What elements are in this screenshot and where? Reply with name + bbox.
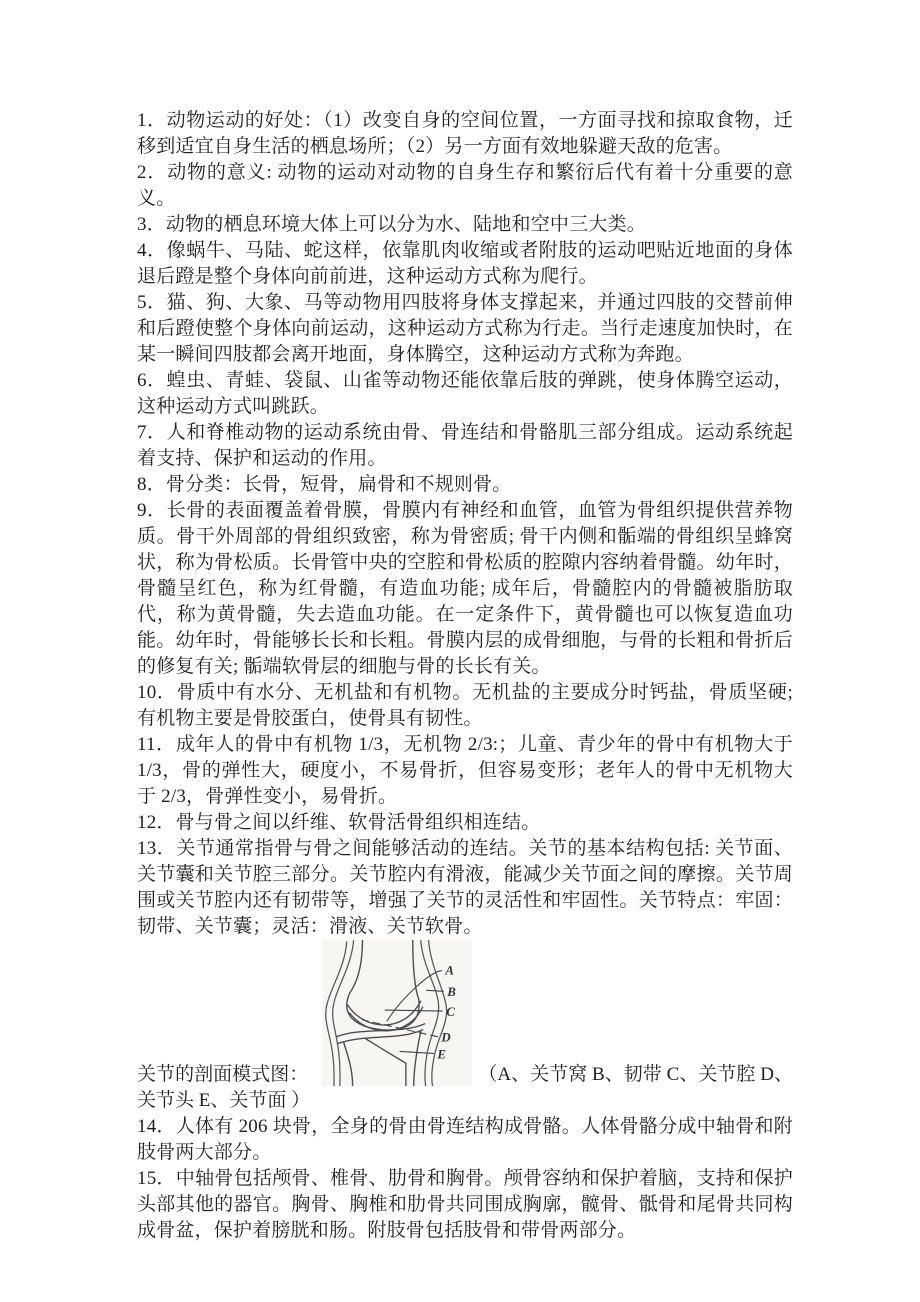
diagram-label-e: E <box>437 1047 447 1062</box>
leader-b <box>427 990 444 991</box>
note-item-2: 2．动物的意义: 动物的运动对动物的自身生存和繁衍后代有着十分重要的意义。 <box>137 162 793 209</box>
note-item-6: 6．蝗虫、青蛙、袋鼠、山雀等动物还能依靠后肢的弹跳，使身体腾空运动，这种运动方式叫跳跃。 <box>137 370 793 417</box>
note-item-8: 8．骨分类：长骨，短骨，扁骨和不规则骨。 <box>137 474 512 495</box>
diagram-label-a: A <box>445 963 455 978</box>
lower-bone-left-edge <box>344 1043 353 1086</box>
note-item-11: 11．成年人的骨中有机物 1/3，无机物 2/3:；儿童、青少年的骨中有机物大于 1/3，骨的弹性大，硬度小，不易骨折，但容易变形；老年人的骨中无机物大于 2/3，骨弹性变小，易骨折。 <box>137 734 793 807</box>
note-item-10: 10．骨质中有水分、无机盐和有机物。无机盐的主要成分时钙盐，骨质坚硬; 有机物主要是骨胶蛋白，使骨具有韧性。 <box>137 682 793 729</box>
lower-bone-right-edge <box>414 1032 421 1086</box>
note-item-4: 4．像蜗牛、马陆、蛇这样，依靠肌肉收缩或者附肢的运动吧贴近地面的身体退后蹬是整个身体向前前进，这种运动方式称为爬行。 <box>137 240 793 287</box>
figure-caption-line <box>137 940 793 1114</box>
note-item-13: 13．关节通常指骨与骨之间能够活动的连结。关节的基本结构包括: 关节面、关节囊和关节腔三部分。关节腔内有滑液，能减少关节面之间的摩擦。关节周围或关节腔内还有韧带等，增强了关节的灵活性和牢固性。关节特点：牢固：韧带、关节囊；灵活：滑液、关节软骨。 <box>137 838 793 937</box>
lower-bone-surface-2 <box>338 1030 423 1044</box>
capsule-left-outer <box>326 942 347 1086</box>
figure-caption-prefix: 关节的剖面模式图： <box>137 1064 309 1085</box>
joint-cross-section-diagram <box>322 940 472 1086</box>
capsule-right-inner <box>421 940 439 1086</box>
note-item-3: 3．动物的栖息环境大体上可以分为水、陆地和空中三大类。 <box>137 214 646 235</box>
note-item-7: 7．人和脊椎动物的运动系统由骨、骨连结和骨骼肌三部分组成。运动系统起着支持、保护和运动的作用。 <box>137 422 793 469</box>
lower-bone-surface <box>337 1024 425 1037</box>
note-item-15: 15．中轴骨包括颅骨、椎骨、肋骨和胸骨。颅骨容纳和保护着脑，支持和保护头部其他的器官。胸骨、胸椎和肋骨共同围成胸廓，髋骨、骶骨和尾骨共同构成骨盆，保护着膀胱和肠。附肢骨包括肢骨和带骨两部分。 <box>137 1168 793 1241</box>
note-item-14: 14．人体有 206 块骨，全身的骨由骨连结构成骨骼。人体骨骼分成中轴骨和附肢骨两大部分。 <box>137 1116 793 1163</box>
diagram-label-c: C <box>446 1004 456 1019</box>
note-item-12: 12．骨与骨之间以纤维、软骨活骨组织相连结。 <box>137 812 541 833</box>
document-body <box>137 108 793 1244</box>
note-item-5: 5．猫、狗、大象、马等动物用四肢将身体支撑起来，并通过四肢的交替前伸和后蹬使整个身体向前运动，这种运动方式称为行走。当行走速度加快时，在某一瞬间四肢都会离开地面，身体腾空，这种运动方式称为奔跑。 <box>137 292 793 365</box>
capsule-right-outer <box>429 940 447 1086</box>
diagram-label-b: B <box>447 985 457 1000</box>
figure-caption-labels: （A、关节窝 B、韧带 C、关节腔 D、关节头 E、关节面 ） <box>137 1064 793 1111</box>
note-item-9: 9．长骨的表面覆盖着骨膜，骨膜内有神经和血管，血管为骨组织提供营养物质。骨干外周部的骨组织致密，称为骨密质; 骨干内侧和骺端的骨组织呈蜂窝状，称为骨松质。长骨管中央的空腔和骨松质的腔隙内容纳着骨髓。幼年时，骨髓呈红色，称为红骨髓，有造血功能; 成年后，骨髓腔内的骨髓被脂肪取代，称为黄骨髓，失去造血功能。在一定条件下，黄骨髓也可以恢复造血功能。幼年时，骨能够长长和长粗。骨膜内层的成骨细胞，与骨的长粗和骨折后的修复有关; 骺端软骨层的细胞与骨的长长有关。 <box>137 500 793 677</box>
note-item-1: 1．动物运动的好处：（1）改变自身的空间位置，一方面寻找和掠取食物，迁移到适宜自身生活的栖息场所；（2）另一方面有效地躲避天敌的危害。 <box>137 110 793 157</box>
lower-bone-internal-line <box>366 1039 406 1086</box>
diagram-label-d: D <box>441 1030 451 1045</box>
